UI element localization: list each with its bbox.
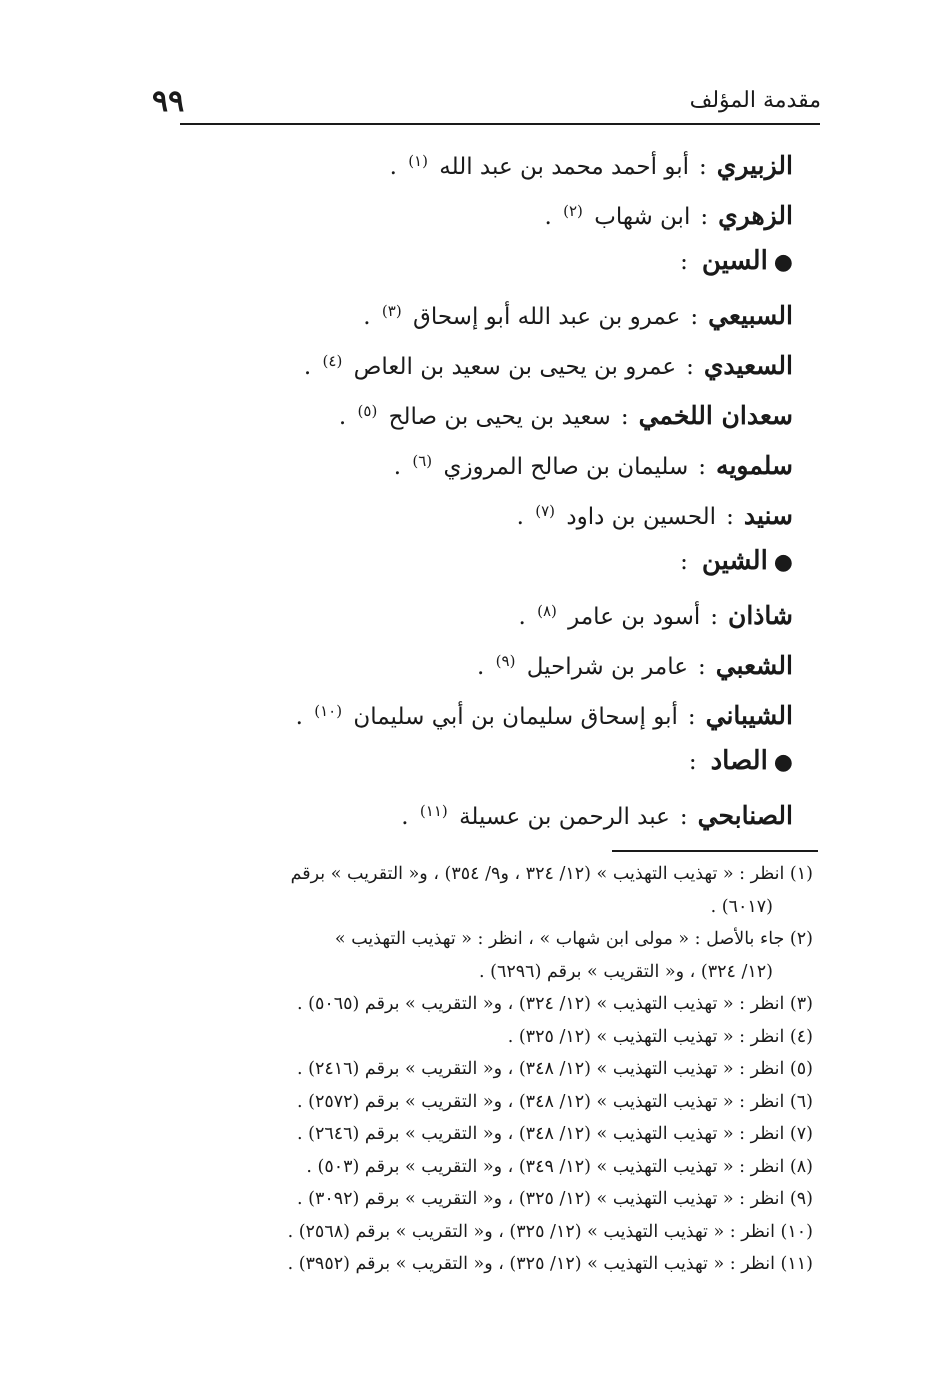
period: .	[295, 704, 311, 730]
narrator-full-name: عمرو بن عبد الله أبو إسحاق	[412, 304, 681, 330]
narrator-nickname: الشيباني	[705, 701, 793, 730]
footnote-line: (٧) انظر : « تهذيب التهذيب » (١٢/ ٣٤٨) ، و« التقريب » برقم (٢٦٤٦) .	[296, 1124, 813, 1144]
footnote-line: (٤) انظر : « تهذيب التهذيب » (١٢/ ٣٢٥) .	[507, 1026, 813, 1047]
spacer	[519, 654, 526, 680]
footnote-ref: (٨)	[537, 602, 557, 620]
narrator-entry	[273, 686, 793, 736]
period: .	[477, 654, 492, 680]
footnote-ref: (٦)	[412, 452, 433, 470]
narrator-nickname: شاذان	[727, 601, 793, 630]
period: .	[544, 204, 560, 230]
running-header: مقدمة المؤلف	[689, 88, 821, 113]
narrator-full-name: ابن شهاب	[594, 204, 691, 230]
footnote-ref: (٤)	[322, 352, 343, 370]
footnote-line: (١١) انظر : « تهذيب التهذيب » (١٢/ ٣٢٥) ، و« التقريب » برقم (٣٩٥٢) .	[287, 1254, 813, 1274]
narrator-full-name: عبد الرحمن بن عسيلة	[459, 804, 670, 830]
separator: :	[680, 549, 688, 575]
narrator-nickname: سنيد	[743, 501, 793, 530]
footnote-line: (١٠) انظر : « تهذيب التهذيب » (١٢/ ٣٢٥) ، و« التقريب » برقم (٢٥٦٨) .	[287, 1221, 813, 1242]
bullet-icon: ●	[773, 550, 793, 575]
narrator-entry	[273, 136, 793, 186]
narrator-nickname: السعيدي	[703, 351, 793, 380]
page-number: ٩٩	[152, 84, 185, 119]
narrator-full-name: سعيد بن يحيى بن صالح	[388, 404, 611, 430]
period: .	[518, 604, 534, 630]
section-letter: الشين	[701, 546, 768, 576]
period: .	[363, 304, 378, 330]
narrator-entry	[273, 286, 793, 336]
period: .	[516, 504, 532, 530]
narrator-full-name: أبو إسحاق سليمان بن أبي سليمان	[353, 704, 678, 730]
period: .	[401, 804, 416, 830]
bullet-icon: ●	[773, 250, 793, 275]
footnote-ref: (١)	[408, 152, 428, 170]
section-letter: السين	[701, 246, 768, 276]
narrator-entry	[273, 336, 793, 386]
footnote-line: (٣) انظر : « تهذيب التهذيب » (١٢/ ٣٢٤) ، و« التقريب » برقم (٥٠٦٥) .	[296, 994, 813, 1014]
narrator-nickname: سعدان اللخمي	[638, 401, 793, 430]
narrator-nickname: سلمويه	[716, 451, 793, 480]
narrator-nickname: السبيعي	[708, 301, 793, 330]
period: .	[338, 404, 354, 430]
narrator-full-name: الحسين بن داود	[566, 504, 717, 530]
narrator-entry	[273, 186, 793, 236]
footnote-ref: (٥)	[357, 402, 378, 420]
footnote-line: (١) انظر : « تهذيب التهذيب » (١٢/ ٣٢٤ ، و٩/ ٣٥٤) ، و« التقريب » برقم	[290, 864, 813, 884]
separator: :	[620, 404, 629, 430]
footnote-ref: (٩)	[495, 652, 516, 670]
footnote-line: (١٢/ ٣٢٤) ، و« التقريب » برقم (٦٢٩٦) .	[479, 961, 773, 982]
spacer	[452, 804, 459, 830]
spacer	[346, 354, 353, 380]
narrator-full-name: سليمان بن صالح المروزي	[443, 454, 689, 480]
separator: :	[688, 749, 697, 775]
separator: :	[679, 804, 688, 830]
footnote-ref: (٧)	[535, 502, 556, 520]
narrator-full-name: عمرو بن يحيى بن سعيد بن العاص	[353, 354, 677, 380]
section-heading	[273, 236, 793, 286]
footnote-line: (٨) انظر : « تهذيب التهذيب » (١٢/ ٣٤٩) ، و« التقريب » برقم (٥٠٣) .	[306, 1156, 813, 1177]
footnote-line: (٢) جاء بالأصل : « مولى ابن شهاب » ، انظر : « تهذيب التهذيب »	[334, 929, 813, 949]
section-letter: الصاد	[710, 746, 768, 776]
spacer	[406, 304, 413, 330]
footnote-line: (٦٠١٧) .	[710, 896, 773, 917]
narrator-nickname: الشعبي	[715, 651, 793, 680]
footnote-line: (٦) انظر : « تهذيب التهذيب » (١٢/ ٣٤٨) ، و« التقريب » برقم (٢٥٧٢) .	[296, 1091, 813, 1112]
separator: :	[698, 454, 707, 480]
period: .	[303, 354, 319, 380]
separator: :	[687, 704, 696, 730]
footnote-ref: (١٠)	[314, 702, 343, 720]
separator: :	[726, 504, 734, 530]
narrator-nickname: الزهري	[718, 201, 793, 230]
period: .	[393, 454, 409, 480]
separator: :	[697, 654, 706, 680]
spacer	[381, 404, 388, 430]
header-divider	[180, 123, 820, 125]
narrator-list	[273, 136, 793, 836]
narrator-full-name: أبو أحمد محمد بن عبد الله	[439, 154, 690, 180]
narrator-nickname: الزبيري	[716, 151, 793, 180]
separator: :	[686, 354, 694, 380]
footnote-ref: (٣)	[381, 302, 402, 320]
section-heading	[273, 736, 793, 786]
narrator-entry	[273, 786, 793, 836]
separator: :	[690, 304, 699, 330]
narrator-nickname: الصنابحي	[697, 801, 793, 830]
narrator-entry	[273, 636, 793, 686]
narrator-entry	[273, 436, 793, 486]
narrator-entry	[273, 586, 793, 636]
footnote-line: (٥) انظر : « تهذيب التهذيب » (١٢/ ٣٤٨) ، و« التقريب » برقم (٢٤١٦) .	[296, 1059, 813, 1079]
footnote-ref: (١١)	[419, 802, 448, 820]
narrator-entry	[273, 486, 793, 536]
footnote-ref: (٢)	[563, 202, 583, 220]
footnote-line: (٩) انظر : « تهذيب التهذيب » (١٢/ ٣٢٥) ، و« التقريب » برقم (٣٠٩٢) .	[296, 1189, 813, 1209]
section-heading	[273, 536, 793, 586]
separator: :	[700, 204, 709, 230]
bullet-icon: ●	[773, 750, 793, 775]
separator: :	[699, 154, 707, 180]
separator: :	[680, 249, 688, 275]
narrator-entry	[273, 386, 793, 436]
separator: :	[710, 604, 718, 630]
narrator-full-name: أسود بن عامر	[568, 604, 701, 630]
period: .	[389, 154, 405, 180]
narrator-full-name: عامر بن شراحيل	[526, 654, 688, 680]
footnotes	[123, 858, 813, 1281]
footnote-divider	[612, 850, 818, 852]
